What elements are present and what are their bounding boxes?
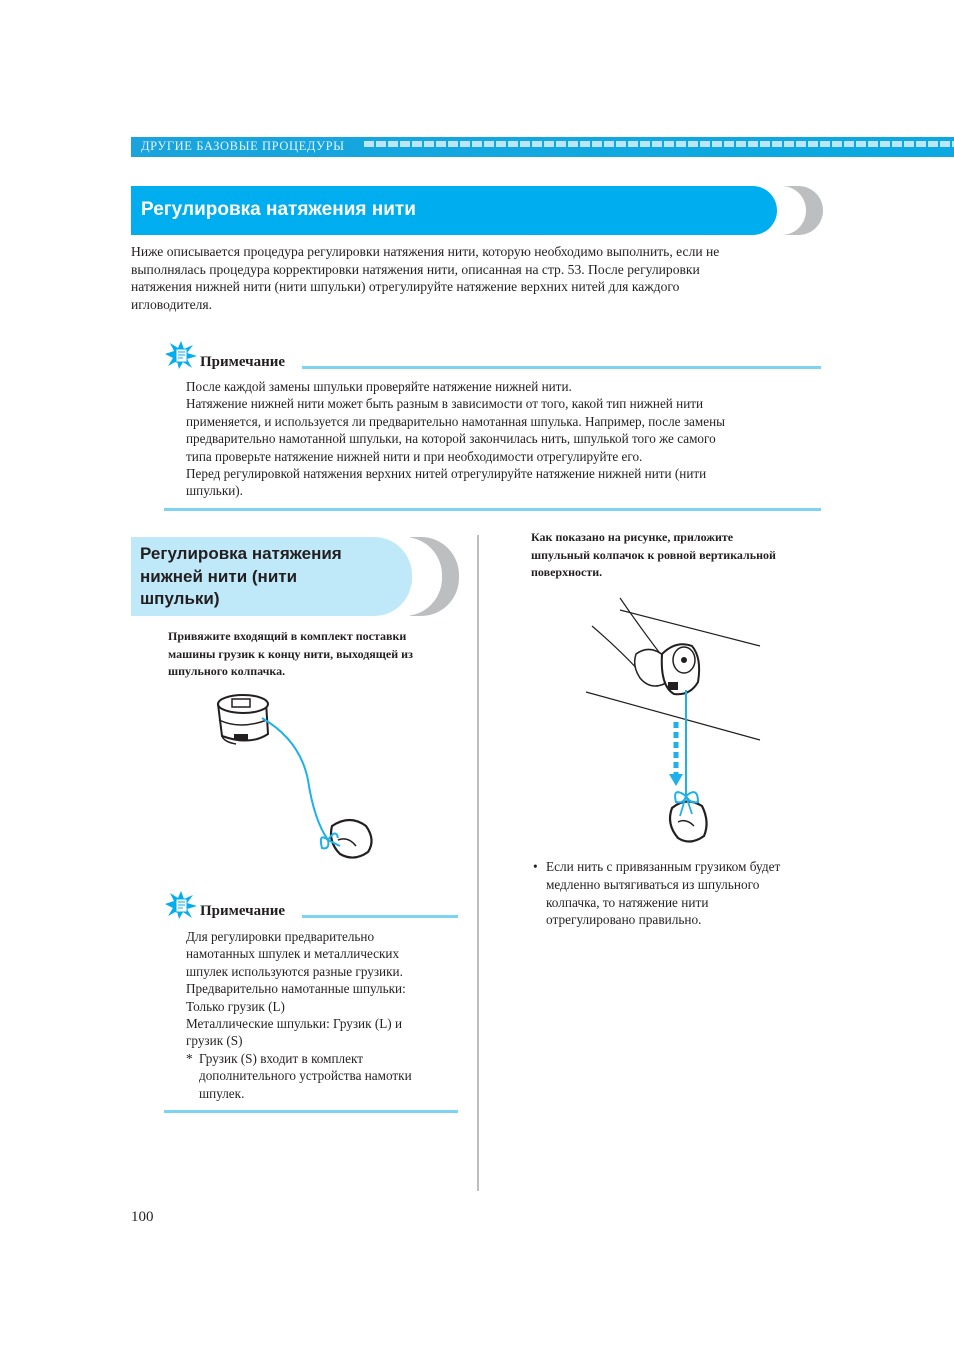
note-top-rule <box>302 915 458 918</box>
step-line: Как показано на рисунке, приложите <box>531 530 734 544</box>
bobbin-case-weight-illustration <box>210 690 390 865</box>
note-line: Для регулировки предварительно <box>186 929 375 944</box>
footnote-line: Грузик (S) входит в комплект <box>199 1050 363 1066</box>
note-label: Примечание <box>200 354 286 370</box>
footnote-line: дополнительного устройства намотки <box>199 1068 412 1084</box>
column-divider <box>477 535 479 1191</box>
result-line: медленно вытягиваться из шпульного <box>546 876 760 892</box>
footnote <box>186 1050 466 1102</box>
note-line: шпулек используются разные грузики. <box>186 963 403 979</box>
intro-line: выполнялась процедура корректировки натяжения нити, описанная на стр. 53. После регулировки <box>131 261 700 277</box>
note-line: намотанных шпулек и металлических <box>186 946 400 962</box>
section-header-label: ДРУГИЕ БАЗОВЫЕ ПРОЦЕДУРЫ <box>141 139 345 153</box>
note-memo-icon <box>164 340 198 370</box>
bullet-marker: • <box>533 859 538 874</box>
footnote-marker: * <box>186 1050 193 1066</box>
note-line: предварительно намотанной шпульки, на которой закончилась нить, шпулькой того же самого <box>186 431 716 447</box>
result-line: колпачка, то натяжение нити <box>546 894 709 910</box>
footnote-line: шпулек. <box>199 1085 245 1101</box>
bobbin-case-vertical-test-illustration <box>580 590 765 855</box>
note-line: Только грузик (L) <box>186 998 285 1014</box>
intro-paragraph <box>131 243 821 313</box>
note-line: Перед регулировкой натяжения верхних нитей отрегулируйте натяжение нижней нити (нити <box>186 466 707 482</box>
note-line: Натяжение нижней нити может быть разным в зависимости от того, какой тип нижней нити <box>186 396 704 412</box>
note-body <box>186 928 466 1102</box>
result-line: Если нить с привязанным грузиком будет <box>546 859 781 874</box>
note-top-rule <box>302 366 821 369</box>
result-bullet <box>531 858 831 929</box>
step-2-instruction <box>531 529 831 582</box>
page-number: 100 <box>131 1209 154 1225</box>
step-line: машины грузик к концу нити, выходящей из <box>168 646 413 661</box>
step-line: поверхности. <box>531 565 603 580</box>
note-bottom-rule <box>164 508 821 511</box>
note-line: применяется, и используется ли предварительно намотанная шпулька. Например, после замены <box>186 413 725 429</box>
page-title: Регулировка натяжения нити <box>141 199 416 220</box>
intro-line: Ниже описывается процедура регулировки натяжения нити, которую необходимо выполнить, если не <box>131 244 720 259</box>
note-label: Примечание <box>200 903 286 919</box>
note-line: типа проверьте натяжение нижней нити и при необходимости отрегулируйте его. <box>186 448 643 464</box>
intro-line: натяжения нижней нити (нити шпульки) отрегулируйте натяжение верхних нитей для каждого <box>131 279 680 295</box>
note-line: После каждой замены шпульки проверяйте натяжение нижней нити. <box>186 379 572 394</box>
note-memo-icon <box>164 890 198 920</box>
note-line: шпульки). <box>186 483 243 499</box>
section-title-line: нижней нити (нити <box>140 566 298 586</box>
intro-line: игловодителя. <box>131 296 213 312</box>
step-1-instruction <box>168 628 468 681</box>
step-line: шпульного колпачка. <box>168 664 286 679</box>
step-line: Привяжите входящий в комплект поставки <box>168 629 407 643</box>
section-title-line: Регулировка натяжения <box>140 544 342 563</box>
note-line: грузик (S) <box>186 1033 243 1049</box>
result-line: отрегулировано правильно. <box>546 912 702 928</box>
section-title <box>140 543 402 611</box>
note-line: Металлические шпульки: Грузик (L) и <box>186 1016 403 1032</box>
step-line: шпульный колпачок к ровной вертикальной <box>531 547 776 562</box>
section-title-line: шпульки) <box>140 589 220 608</box>
header-dash-decoration <box>364 141 954 147</box>
note-bottom-rule <box>164 1110 458 1113</box>
note-line: Предварительно намотанные шпульки: <box>186 981 406 997</box>
note-body <box>186 378 826 500</box>
